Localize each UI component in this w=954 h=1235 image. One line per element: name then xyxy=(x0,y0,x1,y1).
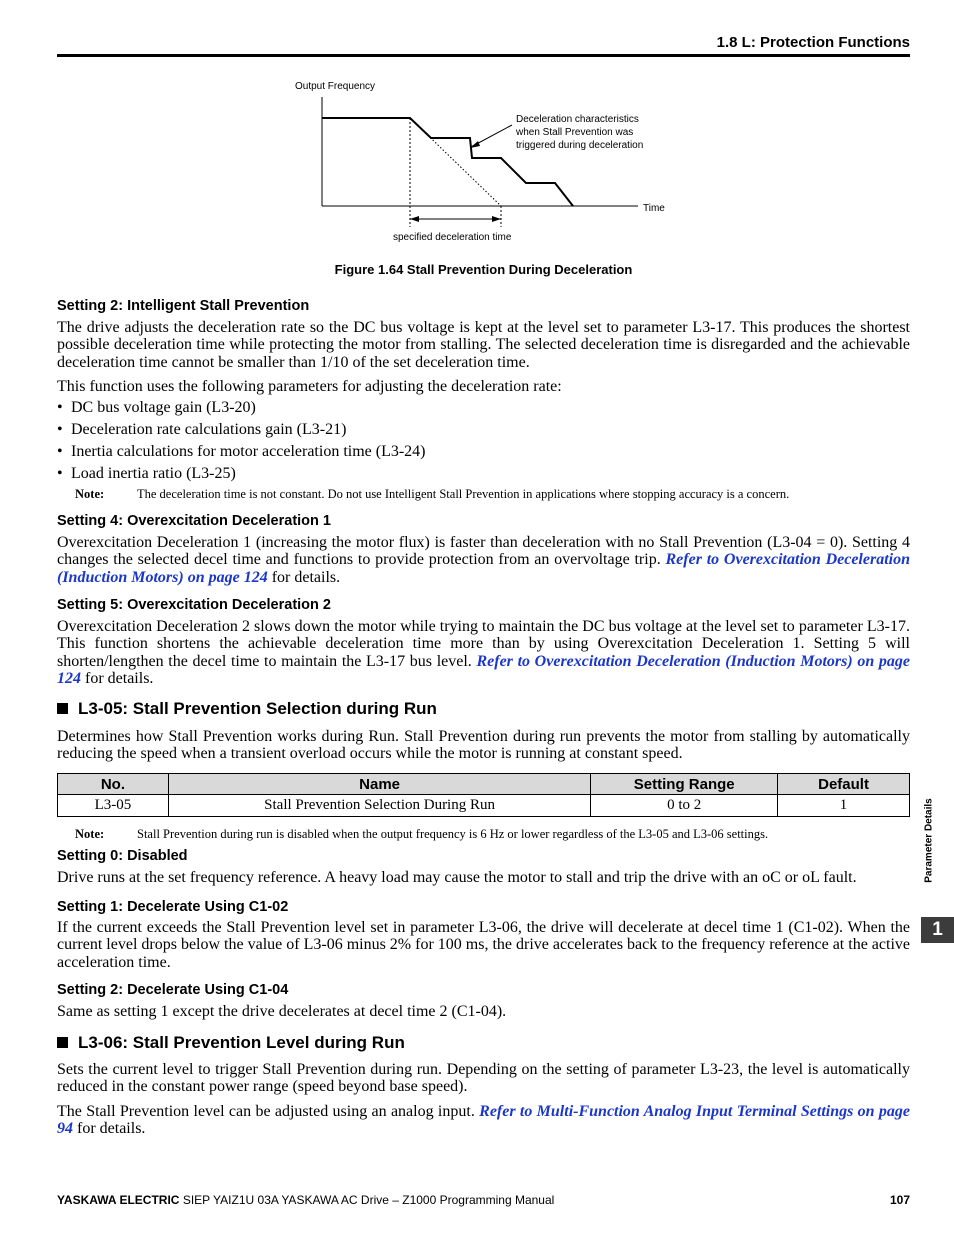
square-bullet-icon xyxy=(57,1037,68,1048)
section-header: 1.8 L: Protection Functions xyxy=(716,34,910,51)
header-rule xyxy=(57,54,910,57)
table-cell: Stall Prevention Selection During Run xyxy=(168,795,590,817)
footer-doc: SIEP YAIZ1U 03A YASKAWA AC Drive – Z1000 Programming Manual xyxy=(182,1193,555,1207)
setting-5-heading: Setting 5: Overexcitation Deceleration 2 xyxy=(57,597,331,613)
setting-5-paragraph: Overexcitation Deceleration 2 slows down the motor while trying to maintain the DC bus voltage at the level set to parameter L3-17. This function shortens the achievable deceleration time more than by using Overexcitation Deceleration 1. Setting 5 will shorten/lengthen the decel time to maintain the L3-17 bus level. Refer to Overexcitation Deceleration (Induction Motors) on page 124 for details. xyxy=(57,618,911,687)
setting-0-heading: Setting 0: Disabled xyxy=(57,848,188,864)
l3-06-heading: L3-06: Stall Prevention Level during Run xyxy=(57,1033,405,1053)
setting-1-heading: Setting 1: Decelerate Using C1-02 xyxy=(57,899,289,915)
table-cell: 1 xyxy=(778,795,910,817)
annotation-line-2: when Stall Prevention was xyxy=(516,127,634,138)
stall-prevention-figure xyxy=(290,75,670,250)
page-number: 107 xyxy=(889,1193,910,1207)
analog-input-link[interactable]: Refer to Multi-Function Analog Input Terminal Settings on page 94 xyxy=(57,1103,911,1138)
overexcitation-link[interactable]: Refer to Overexcitation Deceleration (Induction Motors) on page 124 xyxy=(57,652,911,687)
l3-05-note: Note: Stall Prevention during run is disabled when the output frequency is 6 Hz or lower regardless of the L3-05 and L3-06 settings. xyxy=(75,827,769,841)
l3-05-intro: Determines how Stall Prevention works during Run. Stall Prevention during run prevents the motor from stalling by automatically reducing the speed when a transient overload occurs while the motor is running at constant speed. xyxy=(57,728,910,763)
figure-caption: Figure 1.64 Stall Prevention During Deceleration xyxy=(334,262,633,277)
side-tab-label: Parameter Details xyxy=(923,798,935,883)
table-header: Setting Range xyxy=(591,774,778,795)
setting-2-paragraph-2: This function uses the following parameters for adjusting the deceleration rate: xyxy=(57,378,562,395)
setting-4-heading: Setting 4: Overexcitation Deceleration 1 xyxy=(57,513,331,529)
figure-ylabel: Output Frequency xyxy=(295,81,376,92)
table-row xyxy=(58,795,910,817)
setting-2-heading: Setting 2: Intelligent Stall Prevention xyxy=(57,298,310,314)
square-bullet-icon xyxy=(57,703,68,714)
setting-0-paragraph: Drive runs at the set frequency reference. A heavy load may cause the motor to stall and trip the drive with an oC or oL fault. xyxy=(57,869,857,886)
l3-06-paragraph-2: The Stall Prevention level can be adjusted using an analog input. Refer to Multi-Function Analog Input Terminal Settings on page 94 for details. xyxy=(57,1103,911,1138)
bullet-item: • DC bus voltage gain (L3-20) xyxy=(57,399,256,416)
setting-4-paragraph: Overexcitation Deceleration 1 (increasing the motor flux) is faster than deceleration with no Stall Prevention (L3-04 = 0). Setting 4 changes the selected decel time and functions to provide protection from an overvoltage trip. Refer to Overexcitation Deceleration (Induction Motors) on page 124 for details. xyxy=(57,534,910,586)
setting-2-paragraph-1: The drive adjusts the deceleration rate so the DC bus voltage is kept at the level set to parameter L3-17. This produces the shortest possible deceleration time while protecting the motor from stalling. The selected deceleration time is disregarded and the achievable deceleration time cannot be smaller than 1/10 of the set deceleration time. xyxy=(57,319,910,371)
bullet-item: • Inertia calculations for motor acceleration time (L3-24) xyxy=(57,443,426,460)
bullet-item: • Deceleration rate calculations gain (L3-21) xyxy=(57,421,347,438)
l3-06-paragraph-1: Sets the current level to trigger Stall Prevention during run. Depending on the setting of parameter L3-23, the level is automatically reduced in the constant power range (speed beyond base speed). xyxy=(57,1061,910,1096)
chapter-number-box: 1 xyxy=(921,917,954,943)
setting-2-run-paragraph: Same as setting 1 except the drive decelerates at decel time 2 (C1-04). xyxy=(57,1003,507,1020)
span-arrowhead-left xyxy=(410,216,419,222)
parameter-table xyxy=(57,773,910,817)
svg-text:Deceleration characteristics xyxy=(515,114,643,151)
setting-2-run-heading: Setting 2: Decelerate Using C1-04 xyxy=(57,982,289,998)
table-header: Name xyxy=(168,774,590,795)
l3-05-heading: L3-05: Stall Prevention Selection during Run xyxy=(57,699,437,719)
span-label: specified deceleration time xyxy=(393,232,512,243)
table-cell: L3-05 xyxy=(58,795,169,817)
page-footer xyxy=(57,1193,910,1207)
setting-2-note: Note: The deceleration time is not constant. Do not use Intelligent Stall Prevention in applications where stopping accuracy is a concern. xyxy=(75,487,790,501)
side-tab xyxy=(912,795,946,905)
figure-xlabel: Time xyxy=(643,203,665,214)
table-cell: 0 to 2 xyxy=(591,795,778,817)
setting-1-paragraph: If the current exceeds the Stall Prevention level set in parameter L3-06, the drive will decelerate at decel time 1 (C1-02). When the current level drops below the value of L3-06 minus 2% for 100 ms, the drive accelerates back to the frequency reference at the active acceleration time. xyxy=(57,919,910,971)
annotation-line-3: triggered during deceleration xyxy=(516,140,644,151)
table-header: No. xyxy=(58,774,169,795)
footer-brand: YASKAWA ELECTRIC xyxy=(57,1193,180,1207)
specified-decel-line xyxy=(410,118,501,206)
bullet-item: • Load inertia ratio (L3-25) xyxy=(57,465,236,482)
overexcitation-link[interactable]: Refer to Overexcitation Deceleration (Induction Motors) on page 124 xyxy=(57,551,910,586)
span-arrowhead-right xyxy=(492,216,501,222)
annotation-line-1: Deceleration characteristics xyxy=(516,114,639,125)
table-header: Default xyxy=(778,774,910,795)
